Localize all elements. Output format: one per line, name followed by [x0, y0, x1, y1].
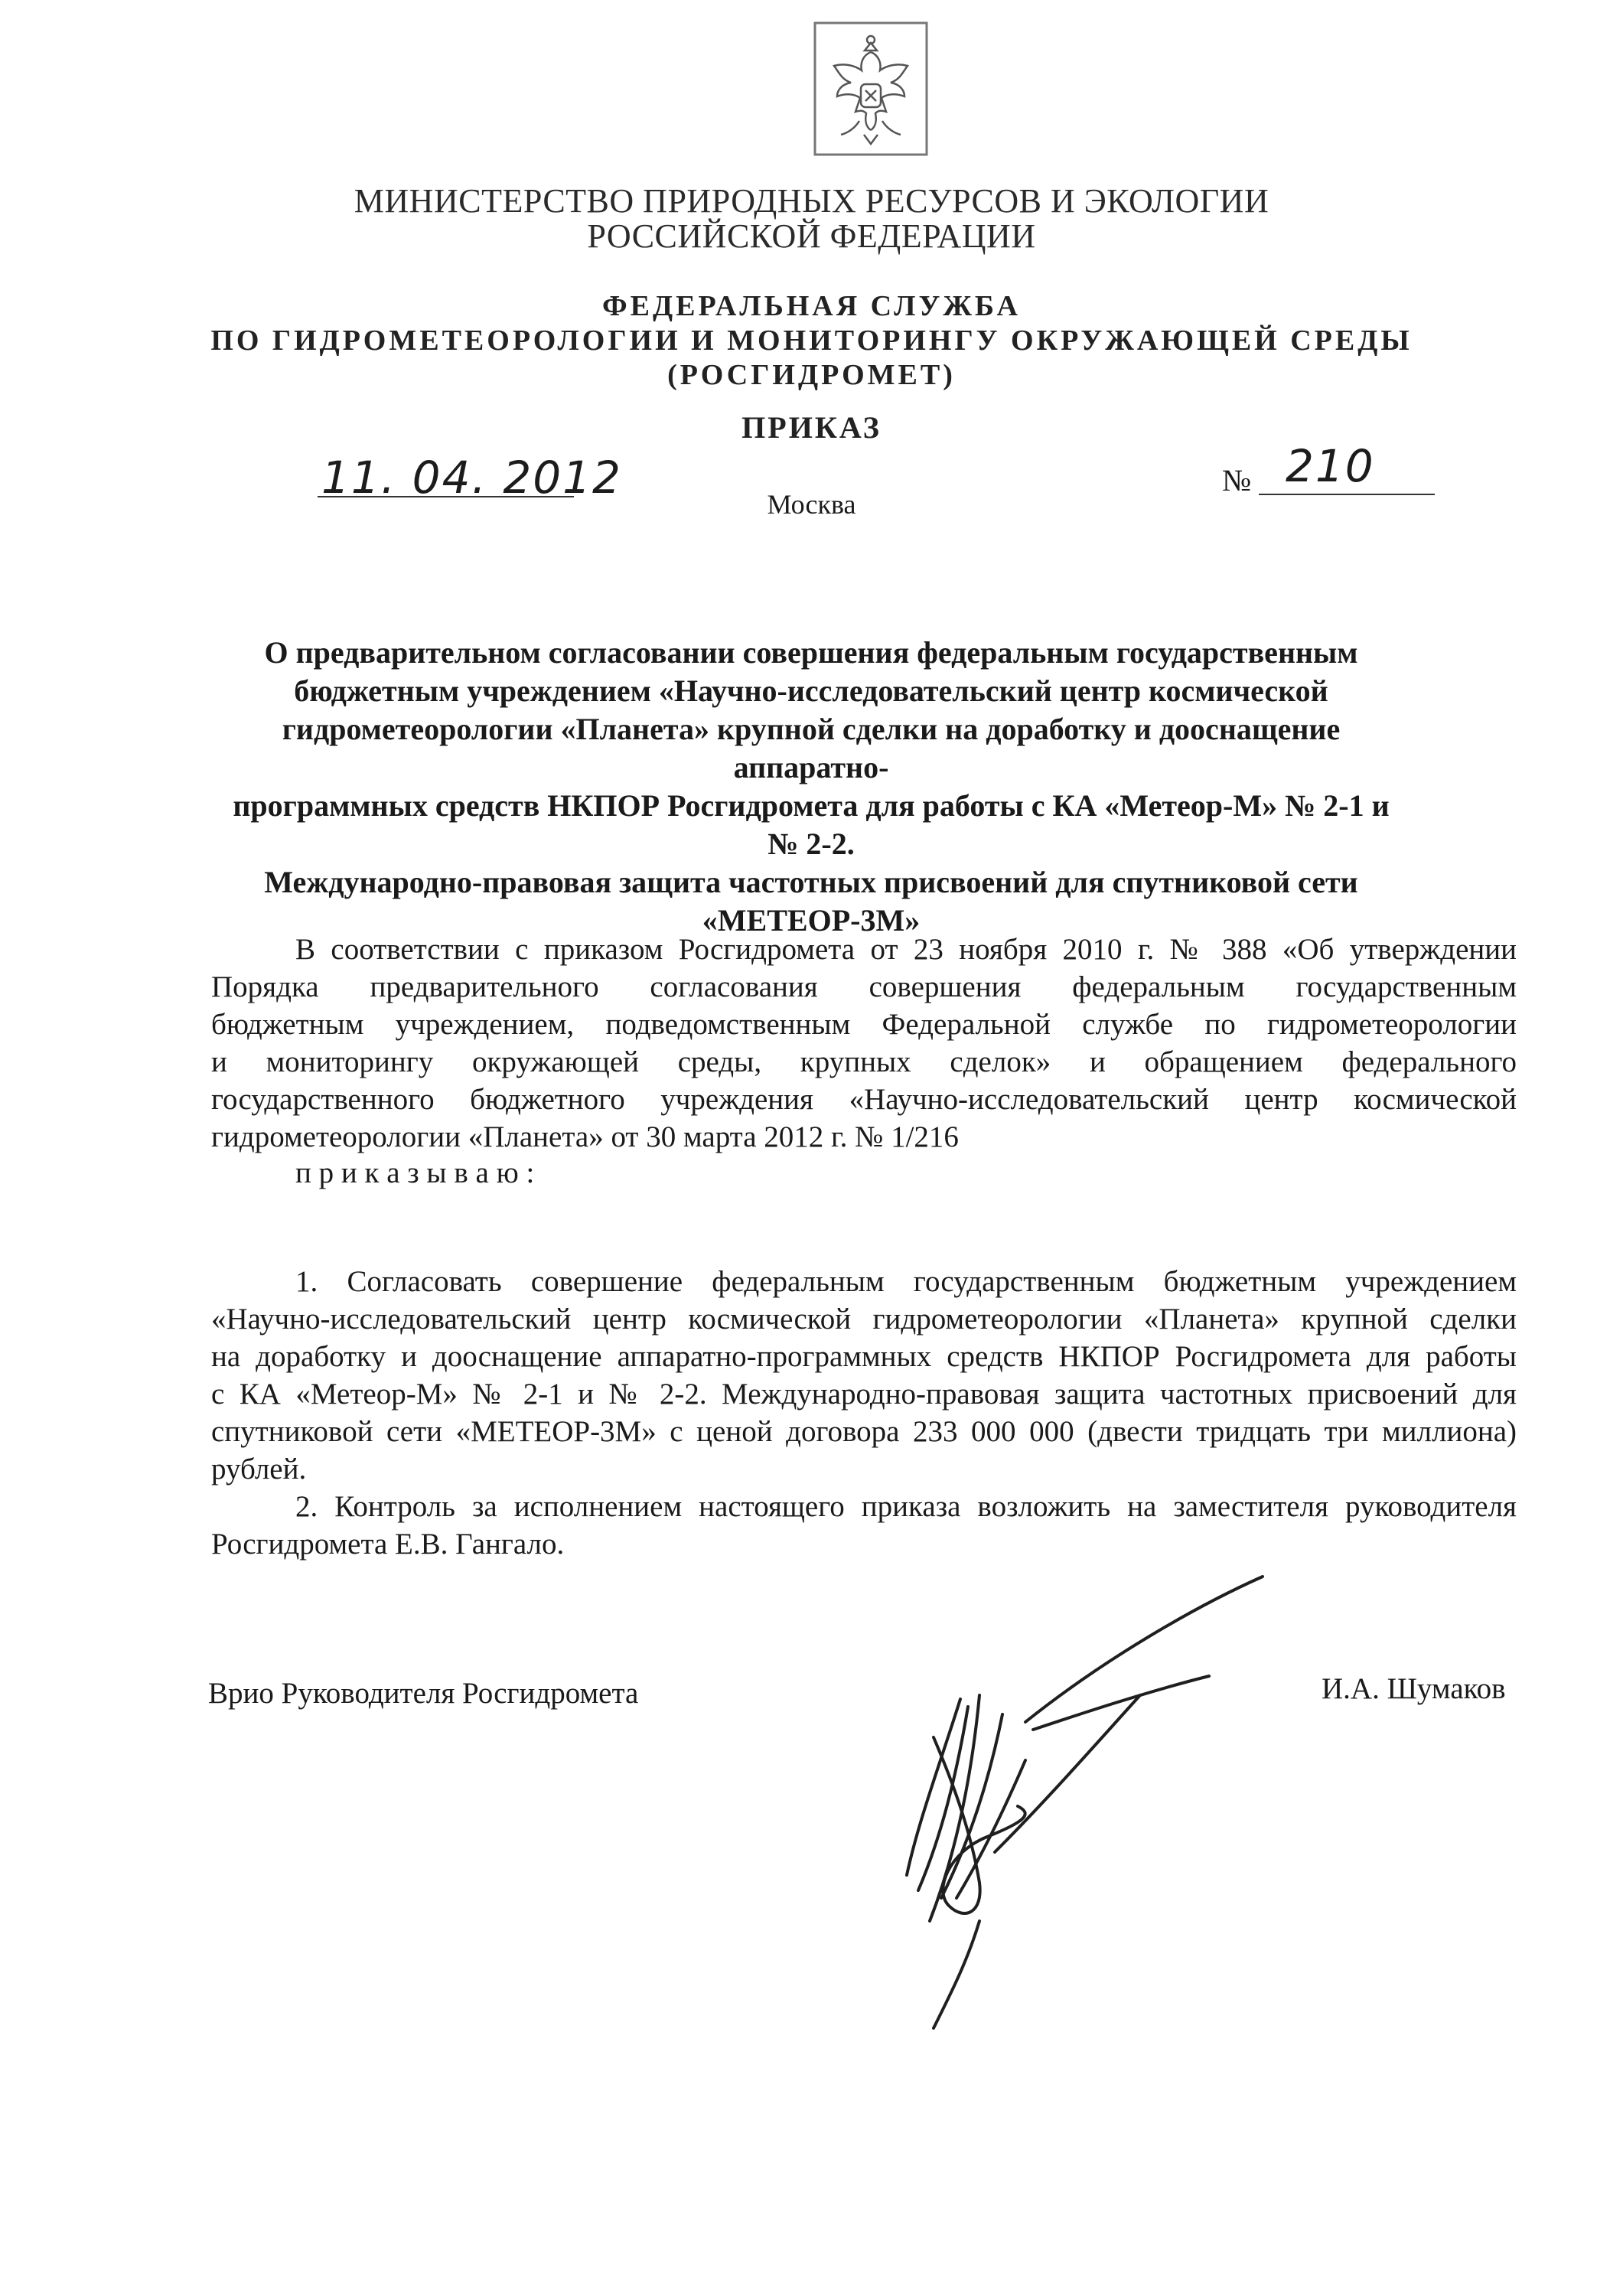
preamble-line: бюджетным учреждением, подведомственным Федеральной службе по гидрометеорологии	[211, 1008, 1517, 1041]
preamble-line: государственного бюджетного учреждения «Научно-исследовательский центр космической	[211, 1083, 1517, 1116]
title-line: О предварительном согласовании совершения федеральным государственным	[264, 635, 1358, 670]
item-line: 2. Контроль за исполнением настоящего приказа возложить на заместителя руководителя	[295, 1490, 1517, 1523]
item-line: рублей.	[211, 1453, 307, 1486]
ministry-line-2: РОССИЙСКОЙ ФЕДЕРАЦИИ	[587, 217, 1036, 255]
order-word: п р и к а з ы в а ю :	[295, 1156, 535, 1189]
order-item-1	[211, 1263, 1517, 1488]
item-line: спутниковой сети «МЕТЕОР-3М» с ценой договора 233 000 000 (двести тридцать три миллиона)	[211, 1415, 1517, 1448]
signatory-name: И.А. Шумаков	[1322, 1672, 1506, 1705]
city: Москва	[767, 489, 856, 520]
signatory-position: Врио Руководителя Росгидромета	[208, 1677, 639, 1710]
order-item-2	[211, 1488, 1517, 1563]
order-date: 11. 04. 2012	[321, 452, 622, 504]
item-line: на доработку и дооснащение аппаратно-программных средств НКПОР Росгидромета для работы	[211, 1340, 1517, 1373]
preamble-line: и мониторингу окружающей среды, крупных сделок» и обращением федерального	[211, 1045, 1517, 1078]
title-line: «МЕТЕОР-3М»	[702, 903, 921, 938]
preamble-line: В соответствии с приказом Росгидромета от 23 ноября 2010 г. № 388 «Об утверждении	[295, 933, 1517, 966]
item-line: 1. Согласовать совершение федеральным государственным бюджетным учреждением	[295, 1265, 1517, 1298]
document-type: ПРИКАЗ	[741, 410, 882, 445]
title-line: Международно-правовая защита частотных присвоений для спутниковой сети	[264, 865, 1358, 899]
document-title	[230, 634, 1393, 940]
title-line: бюджетным учреждением «Научно-исследовательский центр космической	[294, 673, 1328, 708]
number-label: №	[1222, 463, 1252, 497]
preamble	[211, 931, 1517, 1156]
title-line: гидрометеорологии «Планета» крупной сделки на доработку и дооснащение аппаратно-	[282, 712, 1341, 784]
preamble-line: гидрометеорологии «Планета» от 30 марта 2012 г. № 1/216	[211, 1120, 959, 1153]
order-number: 210	[1286, 440, 1375, 492]
ministry-line-1: МИНИСТЕРСТВО ПРИРОДНЫХ РЕСУРСОВ И ЭКОЛОГИИ	[354, 182, 1269, 220]
service-line-1: ФЕДЕРАЛЬНАЯ СЛУЖБА	[602, 290, 1021, 322]
handwritten-signature	[826, 1561, 1286, 2036]
service-line-2: ПО ГИДРОМЕТЕОРОЛОГИИ И МОНИТОРИНГУ ОКРУЖАЮЩЕЙ СРЕДЫ	[210, 325, 1413, 357]
service-line-3: (РОСГИДРОМЕТ)	[667, 359, 956, 391]
item-line: Росгидромета Е.В. Гангало.	[211, 1528, 565, 1561]
preamble-line: Порядка предварительного согласования совершения федеральным государственным	[211, 970, 1517, 1003]
title-line: программных средств НКПОР Росгидромета для работы с КА «Метеор-М» № 2-1 и № 2-2.	[233, 788, 1390, 861]
coat-of-arms-icon	[813, 21, 928, 156]
item-line: с КА «Метеор-М» № 2-1 и № 2-2. Международно-правовая защита частотных присвоений для	[211, 1378, 1517, 1411]
number-underline	[1259, 494, 1435, 495]
item-line: «Научно-исследовательский центр космической гидрометеорологии «Планета» крупной сделки	[211, 1303, 1517, 1336]
